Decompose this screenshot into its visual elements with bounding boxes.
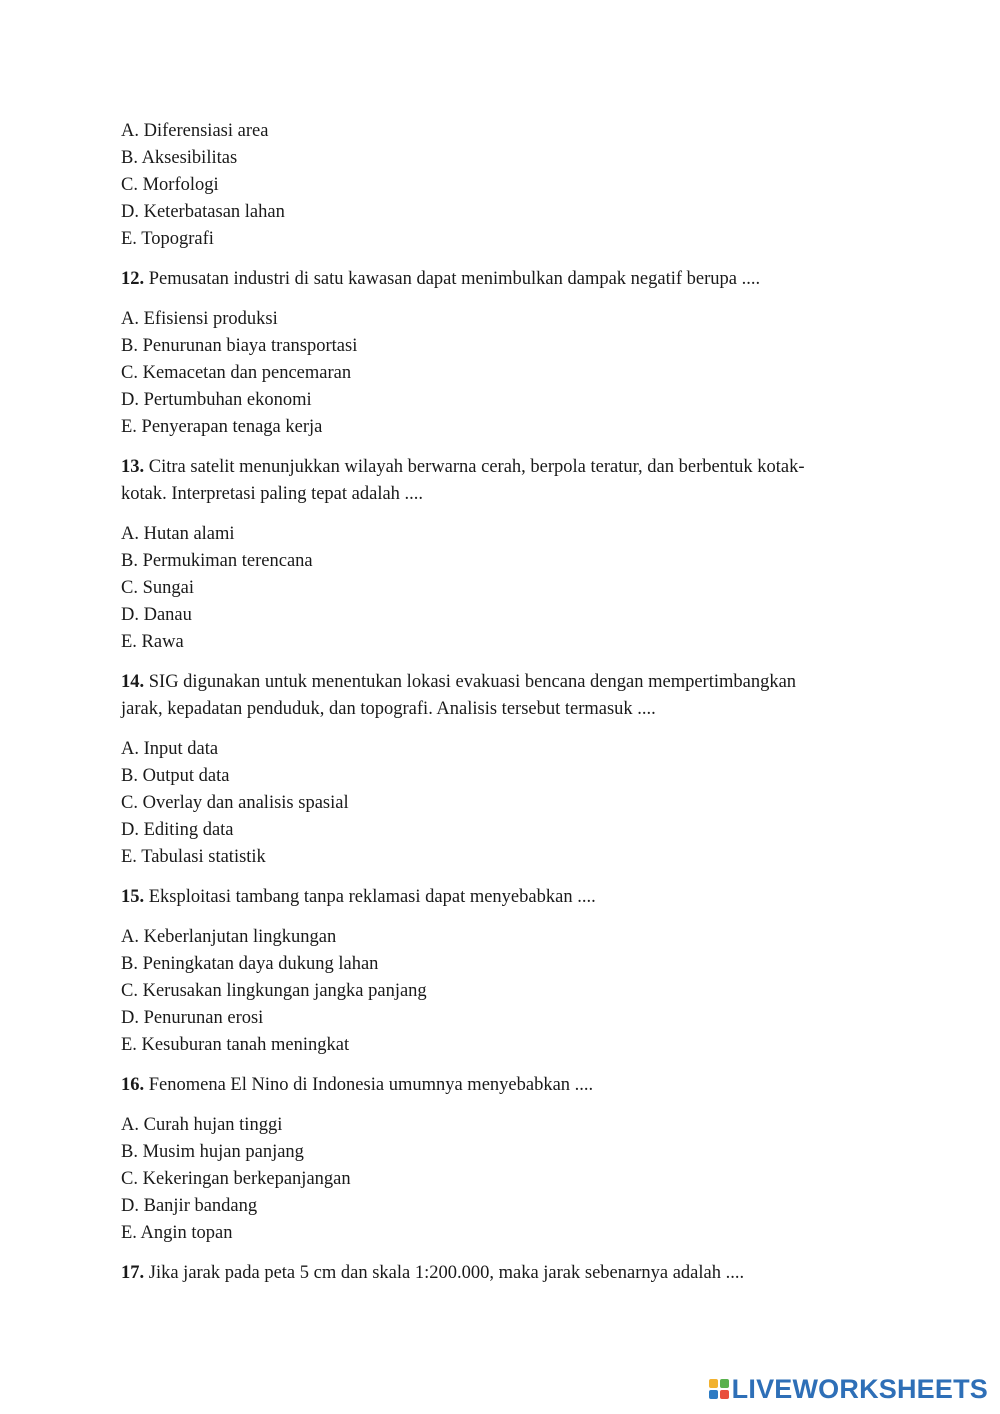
q13-text: [121, 454, 881, 508]
q15-option-c[interactable]: C. Kerusakan lingkungan jangka panjang: [121, 981, 427, 1001]
q15-option-a[interactable]: A. Keberlanjutan lingkungan: [121, 927, 337, 947]
q11-option-b[interactable]: B. Aksesibilitas: [121, 148, 238, 168]
q15-option-e[interactable]: E. Kesuburan tanah meningkat: [121, 1035, 350, 1055]
q12-number: 12.: [121, 269, 145, 289]
q13-option-e[interactable]: E. Rawa: [121, 632, 184, 652]
q15-text: [121, 884, 881, 911]
q11-option-a[interactable]: A. Diferensiasi area: [121, 121, 269, 141]
q11-option-c[interactable]: C. Morfologi: [121, 175, 219, 195]
q14-options: [121, 736, 881, 871]
q13-option-c[interactable]: C. Sungai: [121, 578, 194, 598]
q16-option-a[interactable]: A. Curah hujan tinggi: [121, 1115, 283, 1135]
q14-number: 14.: [121, 672, 145, 692]
q13-option-d[interactable]: D. Danau: [121, 605, 192, 625]
q15-number: 15.: [121, 887, 145, 907]
q14-option-e[interactable]: E. Tabulasi statistik: [121, 847, 266, 867]
worksheet-page: [121, 118, 881, 1287]
q12-question: Pemusatan industri di satu kawasan dapat menimbulkan dampak negatif berupa ....: [148, 269, 761, 289]
liveworksheets-icon: [709, 1379, 729, 1399]
q16-question: Fenomena El Nino di Indonesia umumnya menyebabkan ....: [148, 1075, 594, 1095]
q15-option-d[interactable]: D. Penurunan erosi: [121, 1008, 264, 1028]
q11-option-d[interactable]: D. Keterbatasan lahan: [121, 202, 285, 222]
q13-options: [121, 521, 881, 656]
q15-option-b[interactable]: B. Peningkatan daya dukung lahan: [121, 954, 379, 974]
q14-option-b[interactable]: B. Output data: [121, 766, 230, 786]
q15-question: Eksploitasi tambang tanpa reklamasi dapat menyebabkan ....: [148, 887, 596, 907]
q13-number: 13.: [121, 457, 145, 477]
liveworksheets-logo[interactable]: [709, 1372, 988, 1406]
q16-option-d[interactable]: D. Banjir bandang: [121, 1196, 258, 1216]
logo-square-4: [720, 1390, 729, 1399]
logo-square-1: [709, 1379, 718, 1388]
q14-text: [121, 669, 881, 723]
q16-number: 16.: [121, 1075, 145, 1095]
q17-number: 17.: [121, 1263, 145, 1283]
q14-question-line2: jarak, kepadatan penduduk, dan topografi. Analisis tersebut termasuk ....: [121, 699, 656, 719]
q12-option-a[interactable]: A. Efisiensi produksi: [121, 309, 278, 329]
q12-option-c[interactable]: C. Kemacetan dan pencemaran: [121, 363, 352, 383]
q14-option-c[interactable]: C. Overlay dan analisis spasial: [121, 793, 349, 813]
logo-square-2: [720, 1379, 729, 1388]
q16-text: [121, 1072, 881, 1099]
q16-option-b[interactable]: B. Musim hujan panjang: [121, 1142, 304, 1162]
q14-option-d[interactable]: D. Editing data: [121, 820, 234, 840]
q17-text: [121, 1260, 881, 1287]
q13-option-b[interactable]: B. Permukiman terencana: [121, 551, 313, 571]
q14-option-a[interactable]: A. Input data: [121, 739, 219, 759]
q16-option-c[interactable]: C. Kekeringan berkepanjangan: [121, 1169, 351, 1189]
q12-options: [121, 306, 881, 441]
q13-question-line2: kotak. Interpretasi paling tepat adalah ....: [121, 484, 424, 504]
q11-option-e[interactable]: E. Topografi: [121, 229, 214, 249]
q13-question-line1: Citra satelit menunjukkan wilayah berwarna cerah, berpola teratur, dan berbentuk kotak-: [148, 457, 805, 477]
q12-option-e[interactable]: E. Penyerapan tenaga kerja: [121, 417, 323, 437]
liveworksheets-wordmark: LIVEWORKSHEETS: [731, 1373, 988, 1404]
logo-square-3: [709, 1390, 718, 1399]
q13-option-a[interactable]: A. Hutan alami: [121, 524, 235, 544]
q12-option-d[interactable]: D. Pertumbuhan ekonomi: [121, 390, 312, 410]
q17-question: Jika jarak pada peta 5 cm dan skala 1:200.000, maka jarak sebenarnya adalah ....: [148, 1263, 745, 1283]
q14-question-line1: SIG digunakan untuk menentukan lokasi evakuasi bencana dengan mempertimbangkan: [148, 672, 797, 692]
q15-options: [121, 924, 881, 1059]
q12-option-b[interactable]: B. Penurunan biaya transportasi: [121, 336, 358, 356]
q11-options: [121, 118, 881, 253]
q12-text: [121, 266, 881, 293]
q16-option-e[interactable]: E. Angin topan: [121, 1223, 233, 1243]
q16-options: [121, 1112, 881, 1247]
